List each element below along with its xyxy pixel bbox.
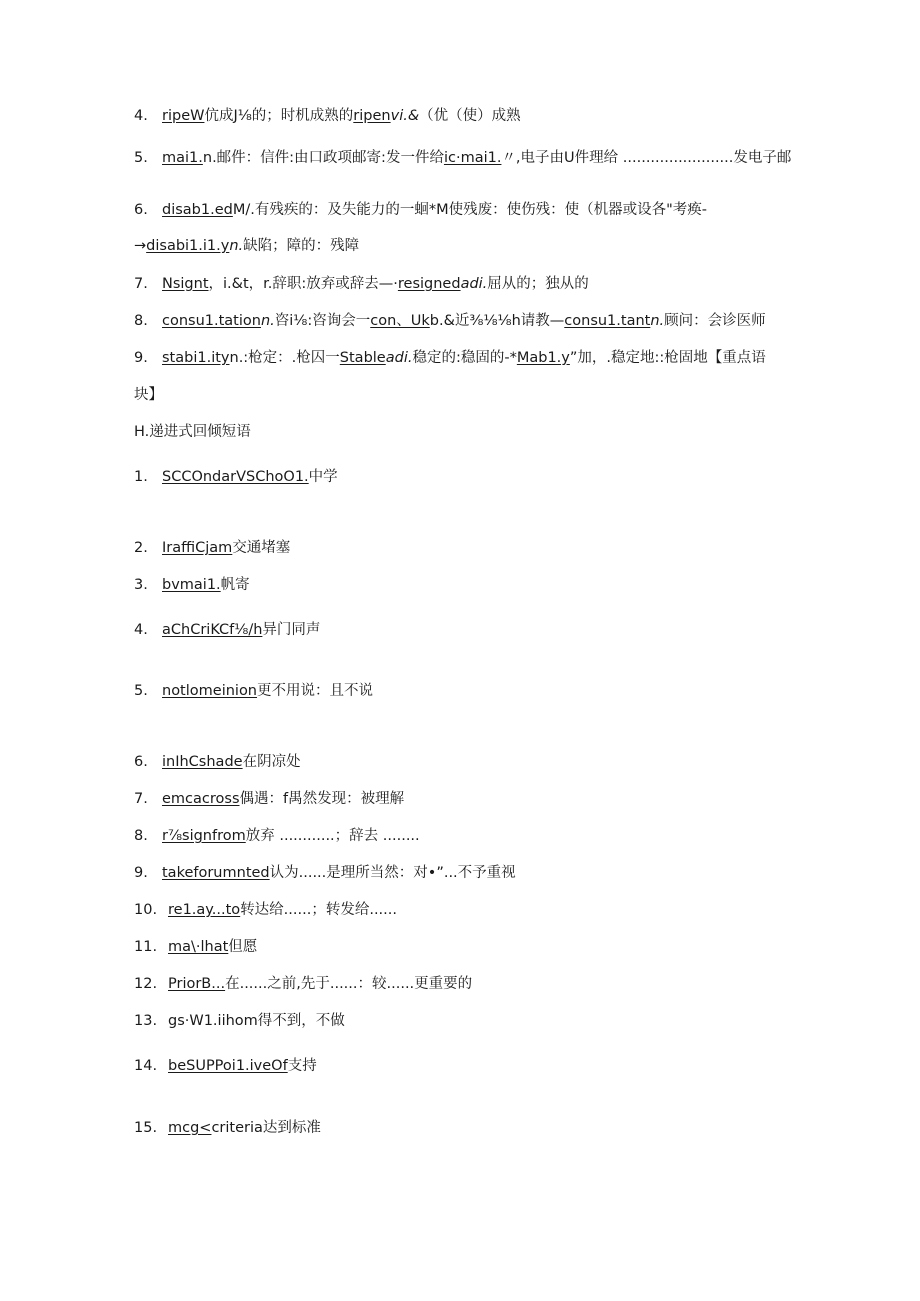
text-line: [134, 348, 766, 368]
vocab-term: ripeW: [162, 108, 205, 124]
text-segment: b.&近⅜⅛⅛h请教—: [429, 313, 565, 329]
text-line: [134, 274, 589, 294]
vocab-term: resigned: [397, 276, 461, 292]
vocab-term: IraffiCjam: [162, 540, 233, 556]
text-segment: ，i.&t，r.辞职:放弃或辞去—·: [208, 276, 398, 292]
text-line: [134, 538, 290, 558]
vocab-term: consu1.tation: [162, 313, 261, 329]
item-number: 6.: [134, 754, 148, 770]
text-segment: 〃,电子由U件理给 ........................发电子邮: [501, 150, 792, 166]
text-segment: vi.&: [390, 108, 420, 124]
vocab-term: Nsignt: [162, 276, 209, 292]
vocab-term: ma\·lhat: [168, 939, 229, 955]
vocab-term: disabi1.i1.y: [146, 238, 230, 254]
text-segment: 稳定的:稳固的-*: [412, 350, 517, 366]
item-number: 13.: [134, 1013, 158, 1029]
item-number: 12.: [134, 976, 158, 992]
vocab-term: notlomeinion: [162, 683, 258, 699]
text-segment: 屈从的；独从的: [487, 276, 589, 292]
item-number: 11.: [134, 939, 158, 955]
item-number: 7.: [134, 791, 148, 807]
text-segment: 更不用说：且不说: [257, 683, 374, 699]
vocab-term: consu1.tant: [564, 313, 651, 329]
text-segment: criteria达到标准: [211, 1120, 321, 1136]
vocab-term: aChCriKCf⅛∕h: [162, 622, 263, 638]
text-line: [134, 422, 251, 442]
item-number: 15.: [134, 1120, 158, 1136]
text-line: [134, 974, 472, 994]
text-line: [134, 937, 257, 957]
item-number: 5.: [134, 150, 148, 166]
text-segment: 在阴凉处: [242, 754, 301, 770]
vocab-term: Stable: [339, 350, 386, 366]
vocab-term: takeforumnted: [162, 865, 270, 881]
text-segment: （优（使）成熟: [419, 108, 521, 124]
text-segment: H.递进式回倾短语: [134, 424, 251, 440]
text-segment: M/.有残疾的：及失能力的一蛔*M使残废：使伤残：使（机器或设各"考痪-: [232, 202, 708, 218]
text-segment: n.:枪定：.枪囚一: [229, 350, 340, 366]
text-segment: 认为......是理所当然：对•”...不予重视: [269, 865, 516, 881]
item-number: 4.: [134, 622, 148, 638]
text-line: [134, 575, 250, 595]
vocab-term: beSUPPoi1.iveOf: [168, 1058, 288, 1074]
text-segment: 偶遇：f禺然发现：被理解: [239, 791, 405, 807]
text-line: [134, 1056, 317, 1076]
vocab-term: inIhCshade: [162, 754, 243, 770]
item-number: 8.: [134, 828, 148, 844]
text-line: [134, 1011, 345, 1031]
text-line: [134, 385, 163, 405]
text-segment: 帆寄: [220, 577, 250, 593]
text-line: [134, 789, 404, 809]
text-segment: 块】: [134, 387, 163, 403]
text-line: [134, 826, 420, 846]
text-line: [134, 1118, 321, 1138]
text-segment: 缺陷；障的：残障: [243, 238, 360, 254]
item-number: 7.: [134, 276, 148, 292]
text-segment: n.: [260, 313, 275, 329]
text-segment: gs·W1.iihom得不到，不做: [168, 1013, 345, 1029]
vocab-term: re1.ay...to: [168, 902, 241, 918]
vocab-term: stabi1.ity: [162, 350, 230, 366]
vocab-term: SCCOndarVSChoO1.: [162, 469, 309, 485]
item-number: 5.: [134, 683, 148, 699]
vocab-term: r⅞signfrom: [162, 828, 246, 844]
text-segment: ”加，.稳定地::枪固地【重点语: [569, 350, 766, 366]
text-segment: 转达给......；转发给......: [240, 902, 397, 918]
item-number: 8.: [134, 313, 148, 329]
vocab-term: bvmai1.: [162, 577, 221, 593]
text-segment: adi.: [385, 350, 413, 366]
item-number: 2.: [134, 540, 148, 556]
text-line: [134, 106, 521, 126]
text-line: [134, 863, 516, 883]
text-line: [134, 467, 338, 487]
text-line: [134, 311, 766, 331]
text-line: [134, 236, 359, 256]
text-segment: 支持: [287, 1058, 317, 1074]
text-segment: 放弃 ............；辞去 ........: [245, 828, 420, 844]
text-segment: adi.: [460, 276, 488, 292]
vocab-term: emcacross: [162, 791, 240, 807]
text-line: [134, 200, 707, 220]
text-segment: n.邮件：信件:由口政项邮寄:发一件给: [202, 150, 444, 166]
vocab-term: ic·mai1.: [443, 150, 502, 166]
text-segment: 顾问：会诊医师: [664, 313, 766, 329]
vocab-term: PriorB...: [168, 976, 226, 992]
text-segment: 但愿: [228, 939, 258, 955]
text-line: [134, 620, 320, 640]
item-number: 9.: [134, 350, 148, 366]
text-segment: 咨i⅛:咨询会一: [274, 313, 371, 329]
text-line: [134, 681, 373, 701]
vocab-term: Mab1.y: [516, 350, 570, 366]
text-segment: 在......之前,先于......：较......更重要的: [225, 976, 473, 992]
vocab-term: mcg<: [168, 1120, 212, 1136]
vocab-term: disab1.ed: [162, 202, 233, 218]
text-line: [134, 148, 791, 168]
vocab-term: ripen: [353, 108, 391, 124]
item-number: 3.: [134, 577, 148, 593]
item-number: 10.: [134, 902, 158, 918]
text-line: [134, 900, 397, 920]
item-number: 6.: [134, 202, 148, 218]
item-number: 14.: [134, 1058, 158, 1074]
item-number: 4.: [134, 108, 148, 124]
item-number: 9.: [134, 865, 148, 881]
text-segment: n.: [229, 238, 244, 254]
item-number: 1.: [134, 469, 148, 485]
text-segment: 中学: [308, 469, 338, 485]
text-line: [134, 752, 301, 772]
text-segment: →: [134, 238, 147, 254]
text-segment: n.: [650, 313, 665, 329]
vocab-term: mai1.: [162, 150, 203, 166]
text-segment: 交通堵塞: [232, 540, 291, 556]
vocab-term: con、Uk: [370, 313, 430, 329]
text-segment: 伉成J⅛的；时机成熟的: [204, 108, 354, 124]
text-segment: 异门同声: [262, 622, 321, 638]
